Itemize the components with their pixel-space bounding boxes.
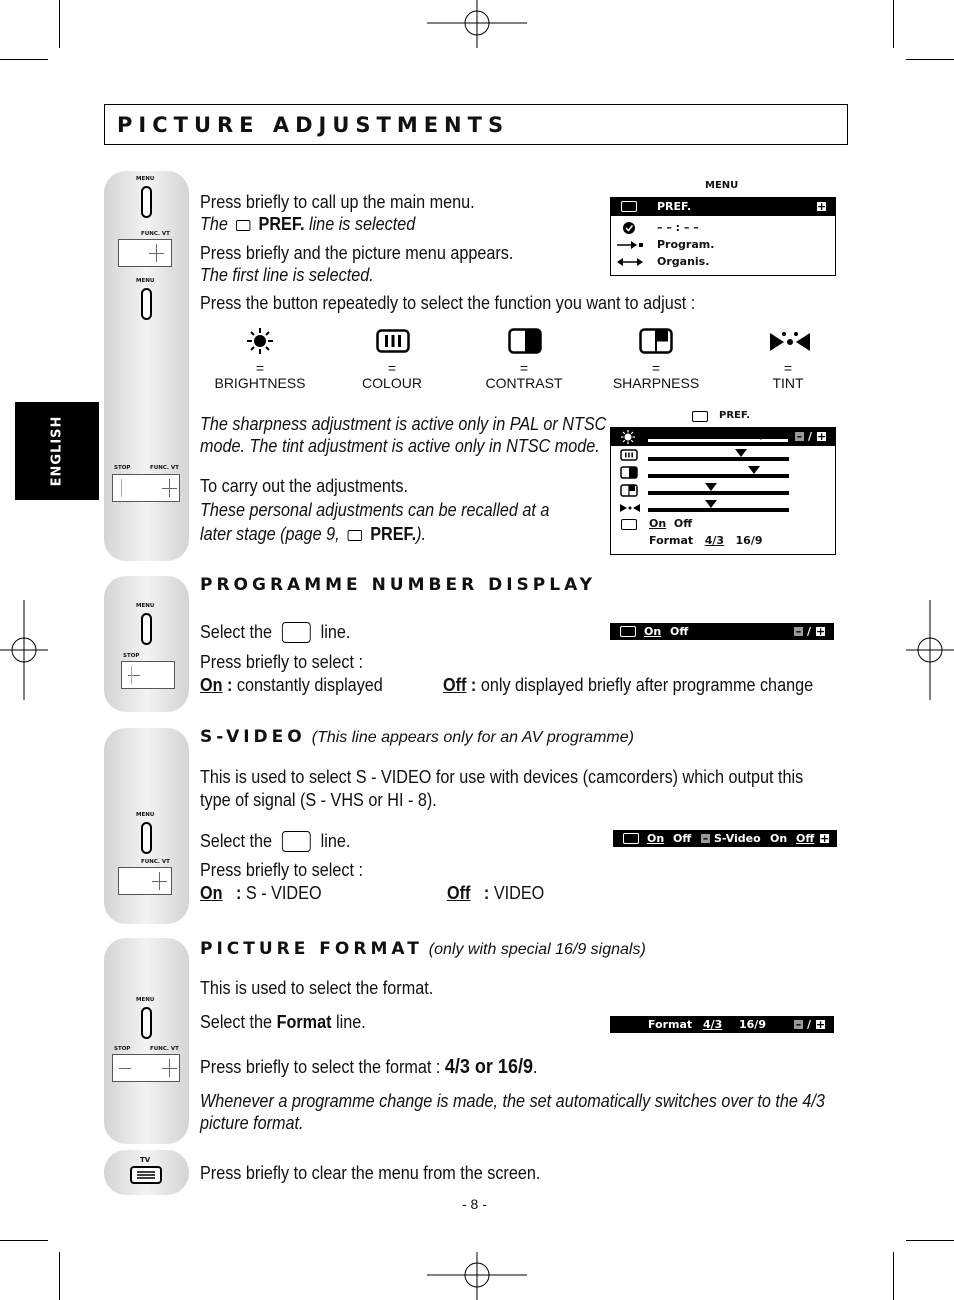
- language-tab-label: ENGLISH: [49, 415, 65, 487]
- intro-line-4: The first line is selected.: [200, 265, 374, 285]
- intro-line-1: Press briefly to call up the main menu.: [200, 192, 475, 212]
- remote-illustration: [104, 1150, 189, 1195]
- personal-note-2: later stage (page 9, PREF.).: [200, 524, 427, 544]
- programme-number-icon: [282, 831, 311, 852]
- remote-label-func: FUNC. VT: [141, 231, 170, 237]
- slider-cursor[interactable]: [755, 432, 767, 440]
- function-sharpness: = SHARPNESS: [612, 360, 700, 391]
- function-colour: = COLOUR: [362, 360, 422, 391]
- plus-button[interactable]: +: [816, 625, 826, 638]
- crop-mark: [0, 1240, 48, 1241]
- svideo-menu-bar[interactable]: On Off – S-Video On Off +: [613, 830, 837, 847]
- main-menu-row-program[interactable]: Program.: [657, 238, 715, 251]
- function-brightness: = BRIGHTNESS: [214, 360, 306, 391]
- pref-row-format[interactable]: Format 4/3 16/9: [649, 534, 763, 547]
- registration-mark: [427, 1250, 527, 1300]
- format-desc: This is used to select the format.: [200, 978, 434, 998]
- tv-menu-icon[interactable]: [130, 1166, 162, 1184]
- remote-label-func: FUNC. VT: [141, 859, 170, 865]
- prog-menu-bar[interactable]: On Off – / +: [610, 623, 834, 640]
- programme-number-icon: [620, 626, 636, 637]
- func-vt-pad[interactable]: [118, 867, 172, 895]
- prog-on-option: On : constantly displayed: [200, 675, 383, 695]
- contrast-icon: [620, 466, 638, 479]
- main-menu-row-pref[interactable]: PREF. +: [611, 198, 835, 216]
- slider-cursor[interactable]: [748, 466, 760, 474]
- prog-off-option: Off : only displayed briefly after programme change: [443, 675, 814, 695]
- remote-illustration: [104, 171, 189, 561]
- pref-icon: [236, 220, 250, 231]
- minus-button[interactable]: –: [793, 626, 804, 637]
- svideo-select-line: Select the line.: [200, 831, 351, 851]
- func-vt-pad[interactable]: [112, 1054, 180, 1082]
- sun-icon: [621, 430, 635, 444]
- page-title: PICTURE ADJUSTMENTS: [117, 113, 510, 137]
- svideo-off-option: Off : VIDEO: [447, 883, 545, 903]
- menu-button[interactable]: [141, 1007, 152, 1039]
- programme-number-icon: [623, 833, 639, 844]
- contrast-slider[interactable]: [648, 474, 789, 478]
- sun-icon: [247, 328, 273, 354]
- menu-button[interactable]: [141, 288, 152, 320]
- pref-menu-title: PREF.: [719, 410, 751, 421]
- remote-label-func: FUNC. VT: [150, 465, 179, 471]
- intro-line-5: Press the button repeatedly to select the function you want to adjust :: [200, 293, 696, 313]
- format-auto-2: picture format.: [200, 1113, 304, 1133]
- contrast-icon: [508, 328, 542, 354]
- crop-mark: [893, 0, 894, 48]
- plus-button[interactable]: +: [817, 200, 827, 213]
- colour-slider[interactable]: [648, 457, 789, 461]
- remote-label-menu: MENU: [136, 812, 155, 818]
- remote-label-stop: STOP: [123, 653, 140, 659]
- tint-icon: [770, 331, 810, 353]
- crop-mark: [893, 1252, 894, 1300]
- remote-label-menu: MENU: [136, 278, 155, 284]
- pref-row-brightness[interactable]: – / +: [611, 428, 835, 446]
- menu-button[interactable]: [141, 613, 152, 645]
- carry-out-text: To carry out the adjustments.: [200, 476, 408, 496]
- minus-button[interactable]: –: [793, 1019, 804, 1030]
- programme-number-icon: [282, 622, 311, 643]
- main-menu-row-clock[interactable]: – – : – –: [657, 221, 699, 234]
- remote-illustration: [104, 728, 189, 924]
- remote-label-menu: MENU: [136, 997, 155, 1003]
- menu-button[interactable]: [141, 822, 152, 854]
- remote-label-menu: MENU: [136, 176, 155, 182]
- double-arrow-icon: [617, 257, 643, 267]
- arrow-right-icon: [617, 240, 643, 250]
- sharpness-note-2: mode. The tint adjustment is active only in NTSC mode.: [200, 436, 600, 456]
- prog-heading: PROGRAMME NUMBER DISPLAY: [200, 575, 596, 595]
- remote-label-menu: MENU: [136, 603, 155, 609]
- sharpness-icon: [620, 484, 638, 497]
- plus-button[interactable]: +: [820, 832, 830, 845]
- clock-icon: [622, 221, 636, 235]
- svideo-heading: S-VIDEO (This line appears only for an AV programme): [200, 727, 634, 747]
- page-number: - 8 -: [462, 1196, 487, 1212]
- svideo-on-option: On : S - VIDEO: [200, 883, 322, 903]
- sharpness-note-1: The sharpness adjustment is active only in PAL or NTSC: [200, 414, 607, 434]
- language-tab: [15, 402, 99, 500]
- pref-icon: [621, 201, 637, 212]
- remote-illustration: [104, 938, 189, 1144]
- tint-slider[interactable]: [648, 508, 789, 512]
- tint-icon: [620, 502, 640, 514]
- plus-button[interactable]: +: [816, 1018, 826, 1031]
- func-vt-pad[interactable]: [112, 474, 180, 502]
- remote-illustration: [104, 576, 189, 712]
- crop-mark: [906, 59, 954, 60]
- slider-cursor[interactable]: [705, 500, 717, 508]
- crop-mark: [0, 59, 48, 60]
- function-contrast: = CONTRAST: [485, 360, 563, 391]
- clear-menu-text: Press briefly to clear the menu from the screen.: [200, 1163, 541, 1183]
- format-heading: PICTURE FORMAT (only with special 16/9 signals): [200, 939, 646, 959]
- registration-mark: [906, 600, 954, 700]
- pref-icon: [348, 530, 362, 541]
- crop-mark: [906, 1240, 954, 1241]
- page-title-box: [104, 104, 848, 145]
- sharpness-icon: [639, 328, 673, 354]
- prog-select-line: Select the line.: [200, 622, 351, 642]
- minus-button[interactable]: –: [794, 431, 805, 442]
- format-menu-bar[interactable]: Format 4/3 16/9 – / +: [610, 1016, 834, 1033]
- svideo-desc-2: type of signal (S - VHS or HI - 8).: [200, 790, 437, 810]
- slider-cursor[interactable]: [735, 449, 747, 457]
- registration-mark: [427, 0, 527, 50]
- format-press-line: Press briefly to select the format : 4/3 or 16/9.: [200, 1056, 538, 1078]
- format-select-line: Select the Format line.: [200, 1012, 366, 1032]
- func-vt-pad[interactable]: [118, 239, 172, 267]
- sharpness-slider[interactable]: [648, 491, 789, 495]
- pref-icon: [692, 411, 708, 422]
- prog-press-text: Press briefly to select :: [200, 652, 363, 672]
- main-menu-screen: [610, 197, 836, 276]
- crop-mark: [59, 0, 60, 48]
- slider-cursor[interactable]: [705, 483, 717, 491]
- plus-button[interactable]: +: [817, 430, 827, 443]
- pref-row-display[interactable]: On Off: [649, 517, 693, 530]
- stop-pad[interactable]: [121, 661, 175, 689]
- format-auto-1: Whenever a programme change is made, the set automatically switches over to the 4/3: [200, 1091, 825, 1111]
- svideo-press-text: Press briefly to select :: [200, 860, 363, 880]
- colour-bars-icon: [620, 449, 638, 461]
- svideo-desc-1: This is used to select S - VIDEO for use with devices (camcorders) which output this: [200, 767, 804, 787]
- main-menu-title: MENU: [705, 180, 739, 191]
- menu-button[interactable]: [141, 186, 152, 218]
- remote-label-tv: TV: [140, 1156, 151, 1164]
- remote-label-stop: STOP: [114, 1046, 131, 1052]
- registration-mark: [0, 600, 48, 700]
- remote-label-func: FUNC. VT: [150, 1046, 179, 1052]
- crop-mark: [59, 1252, 60, 1300]
- function-tint: = TINT: [772, 360, 804, 391]
- personal-note-1: These personal adjustments can be recalled at a: [200, 500, 550, 520]
- intro-line-2: The PREF. line is selected: [200, 214, 416, 234]
- minus-button[interactable]: –: [700, 833, 711, 844]
- remote-label-stop: STOP: [114, 465, 131, 471]
- intro-line-3: Press briefly and the picture menu appears.: [200, 243, 514, 263]
- colour-bars-icon: [376, 329, 410, 353]
- programme-number-icon: [621, 519, 637, 530]
- main-menu-row-organis[interactable]: Organis.: [657, 255, 710, 268]
